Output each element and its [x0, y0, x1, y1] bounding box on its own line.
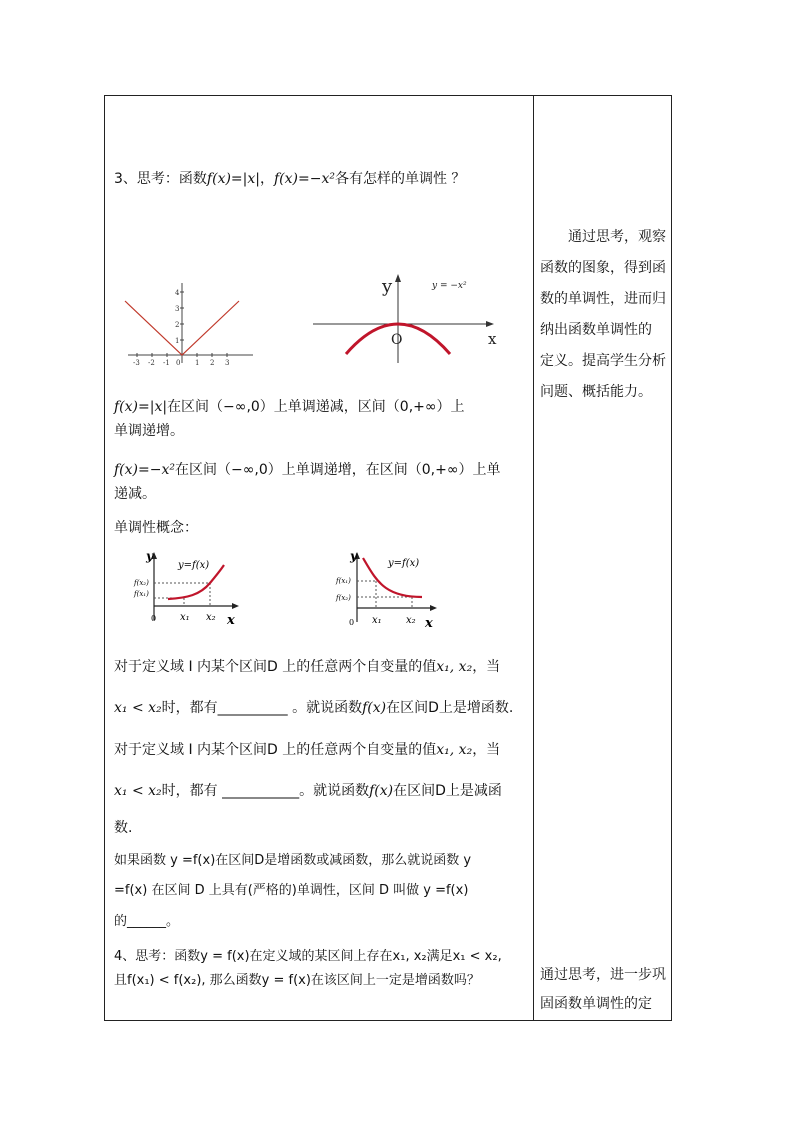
origin-label: O: [391, 332, 403, 348]
x-tick: 3: [225, 359, 230, 367]
increasing-graph: [132, 550, 247, 630]
note-1-line: 定义。提高学生分析: [540, 353, 666, 369]
x2-label: x₂: [406, 615, 416, 626]
y-tick: 2: [175, 321, 180, 329]
answer-1-line1: f(x)=|x|在区间（−∞,0）上单调递减，区间（0,+∞）上: [114, 399, 465, 415]
answer-2-line2: 递减。: [114, 486, 156, 502]
question-3: 3、思考：函数f(x)=|x|，f(x)=−x²各有怎样的单调性 ？: [114, 171, 466, 187]
x-tick: -1: [163, 359, 170, 367]
x-tick: -3: [133, 359, 140, 367]
concept-title: 单调性概念：: [114, 520, 198, 536]
def-dec-line1: 对于定义域 I 内某个区间D 上的任意两个自变量的值x₁, x₂，当: [114, 742, 501, 758]
fx1-label: f(x₁): [134, 590, 149, 598]
note-1-line: 问题、概括能力。: [540, 384, 652, 400]
y-tick: 4: [175, 289, 180, 297]
y-tick: 3: [175, 305, 180, 313]
curve-label: y = −x²: [432, 281, 467, 291]
x-axis-label: x: [488, 330, 497, 348]
abs-graph: [120, 278, 255, 370]
note-2-line: 通过思考，进一步巩: [540, 967, 666, 983]
question-4-line2: 且f(x₁) < f(x₂), 那么函数y = f(x)在该区间上一定是增函数吗？: [114, 973, 480, 988]
mono-line2: =f(x) 在区间 D 上具有(严格的)单调性，区间 D 叫做 y =f(x): [114, 883, 469, 898]
mono-line1: 如果函数 y =f(x)在区间D是增函数或减函数，那么就说函数 y: [114, 853, 472, 868]
answer-1-line2: 单调递增。: [114, 423, 184, 439]
note-1: [540, 222, 668, 408]
fx1-label: f(x₁): [336, 577, 351, 585]
note-2: [540, 961, 668, 1019]
note-1-line: 通过思考，观察: [568, 229, 666, 245]
x1-label: x₁: [180, 612, 190, 623]
x-tick: 0: [176, 359, 181, 367]
x-tick: 1: [195, 359, 200, 367]
parabola-graph: [308, 268, 508, 368]
x-label: x: [227, 613, 235, 628]
fx2-label: f(x₂): [336, 594, 351, 602]
def-dec-line3: 数.: [114, 820, 133, 836]
y-label: y: [146, 550, 153, 563]
y-tick: 1: [175, 337, 180, 345]
x1-label: x₁: [372, 615, 382, 626]
def-inc-line1: 对于定义域 I 内某个区间D 上的任意两个自变量的值x₁, x₂，当: [114, 659, 501, 675]
note-1-line: 数的单调性，进而归: [540, 291, 666, 307]
x-tick: 2: [210, 359, 215, 367]
x-label: x: [425, 616, 433, 630]
fx2-label: f(x₂): [134, 579, 149, 587]
mono-line3: 的______。: [114, 914, 180, 929]
x2-label: x₂: [206, 612, 216, 623]
y-axis-label: y: [382, 276, 393, 297]
y-label: y: [350, 550, 357, 563]
decreasing-graph: [330, 550, 445, 630]
x-tick: -2: [148, 359, 155, 367]
question-4-line1: 4、思考：函数y = f(x)在定义域的某区间上存在x₁, x₂满足x₁ < x₂,: [114, 949, 502, 964]
answer-2-line1: f(x)=−x²在区间（−∞,0）上单调递增，在区间（0,+∞）上单: [114, 462, 501, 478]
origin-label: 0: [349, 618, 355, 627]
def-dec-line2: x₁ < x₂时，都有 ___________。就说函数f(x)在区间D上是减函: [114, 783, 502, 799]
column-divider: [533, 96, 534, 1020]
note-1-line: 纳出函数单调性的: [540, 322, 652, 338]
note-1-line: 函数的图象，得到函: [540, 260, 666, 276]
curve-label: y=f(x): [178, 560, 210, 571]
def-inc-line2: x₁ < x₂时，都有__________ 。就说函数f(x)在区间D上是增函数.: [114, 700, 514, 716]
origin-label: 0: [151, 614, 157, 623]
curve-label: y=f(x): [388, 558, 420, 569]
note-2-line: 固函数单调性的定: [540, 996, 652, 1012]
